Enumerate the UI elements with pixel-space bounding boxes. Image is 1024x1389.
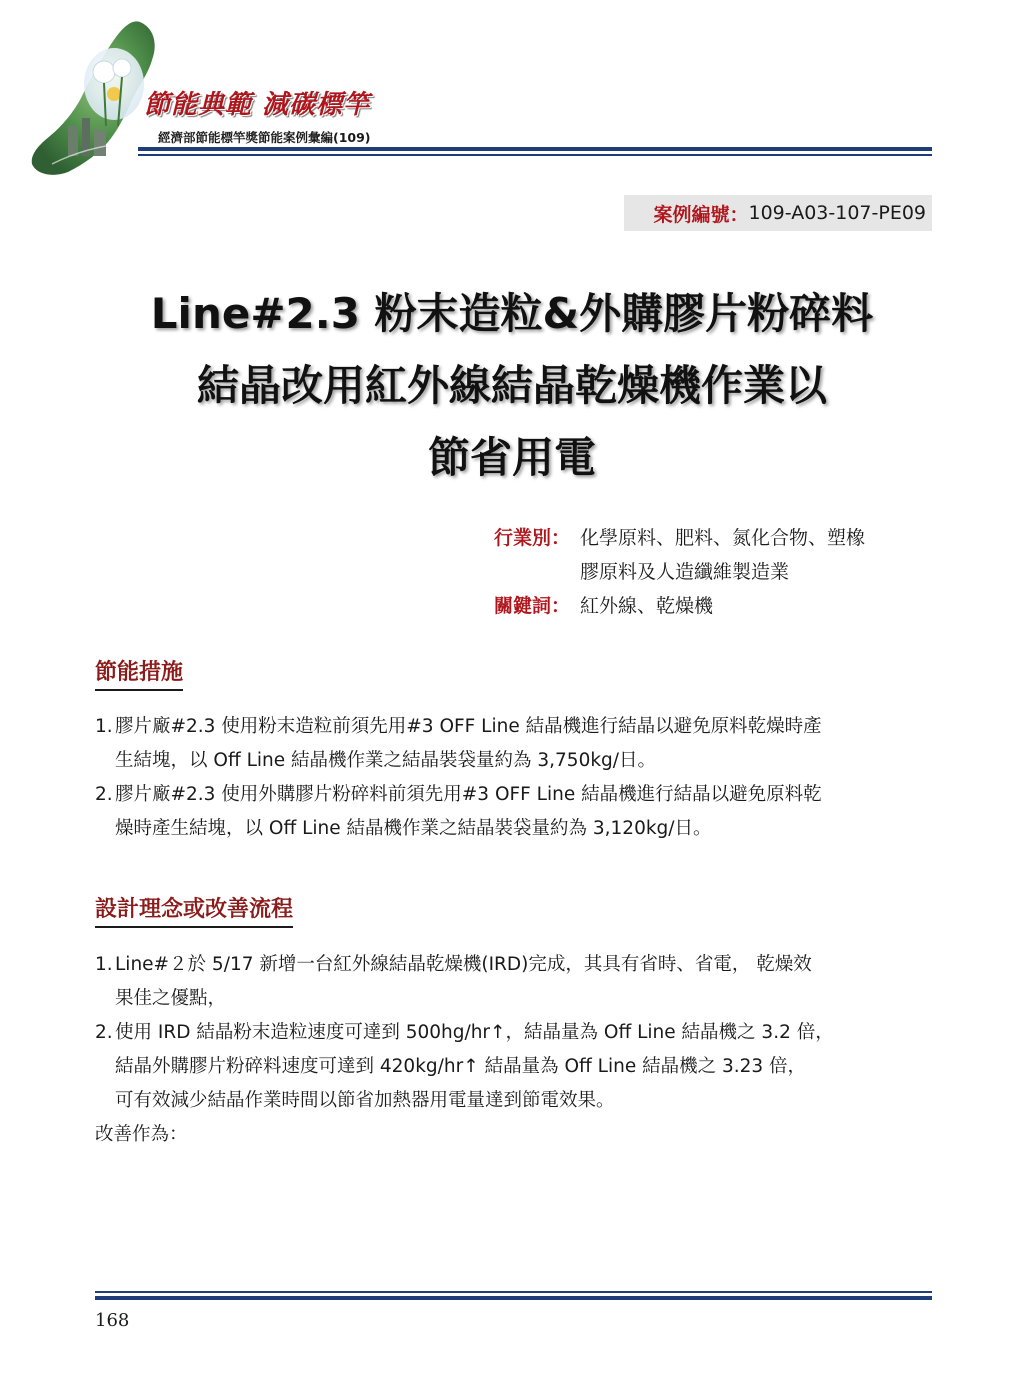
list-item	[95, 778, 945, 846]
list-item-text: 果佳之優點，	[115, 988, 227, 1009]
list-item	[95, 1016, 945, 1118]
header-rule	[138, 147, 932, 151]
footer-rule-thin	[95, 1291, 932, 1293]
case-number-box	[624, 195, 932, 231]
series-title: 節能典範 減碳標竿	[144, 90, 371, 120]
page-title-line: Line#2.3 粉末造粒&外購膠片粉碎料	[150, 289, 874, 338]
industry-value: 化學原料、肥料、氮化合物、塑橡	[580, 527, 866, 549]
keywords-row	[494, 589, 865, 623]
list-item-text: 燥時產生結塊，以 Off Line 結晶機作業之結晶裝袋量約為 3,120kg/日。	[115, 818, 712, 839]
list-item-text: Line#２於 5/17 新增一台紅外線結晶乾燥機(IRD)完成，其具有省時、省電， 乾燥效	[115, 954, 812, 975]
list-item-text: 可有效減少結晶作業時間以節省加熱器用電量達到節電效果。	[115, 1090, 615, 1111]
list-item-text: 使用 IRD 結晶粉末造粒速度可達到 500hg/hr↑，結晶量為 Off Line 結晶機之 3.2 倍，	[115, 1022, 834, 1043]
case-meta	[494, 521, 865, 623]
list-item-text: 結晶外購膠片粉碎料速度可達到 420kg/hr↑ 結晶量為 Off Line 結晶機之 3.23 倍，	[115, 1056, 807, 1077]
list-item	[95, 710, 945, 778]
list-item	[95, 948, 945, 1016]
industry-value-continued: 膠原料及人造纖維製造業	[580, 561, 790, 583]
design-list	[95, 948, 945, 1152]
list-item-number: 2.	[95, 784, 113, 805]
page-title-line: 結晶改用紅外線結晶乾燥機作業以	[196, 361, 827, 410]
page-number: 168	[95, 1310, 130, 1331]
industry-row-continued	[494, 555, 865, 589]
measures-list	[95, 710, 945, 846]
list-item-text: 膠片廠#2.3 使用粉末造粒前須先用#3 OFF Line 結晶機進行結晶以避免原料乾燥時產	[115, 716, 822, 737]
section-heading-measures: 節能措施	[95, 655, 183, 691]
case-number-label: 案例編號：	[653, 203, 749, 226]
improvement-actions-label: 改善作為：	[95, 1124, 188, 1145]
industry-label: 行業別：	[494, 527, 571, 549]
section-heading-design: 設計理念或改善流程	[95, 892, 293, 928]
page-title-line: 節省用電	[427, 433, 596, 482]
list-item-number: 1.	[95, 954, 113, 975]
keywords-value: 紅外線、乾燥機	[580, 595, 714, 617]
list-item-number: 1.	[95, 716, 113, 737]
industry-row	[494, 521, 865, 555]
list-item-text: 生結塊，以 Off Line 結晶機作業之結晶裝袋量約為 3,750kg/日。	[115, 750, 657, 771]
page-title	[62, 278, 962, 494]
list-item-text: 膠片廠#2.3 使用外購膠片粉碎料前須先用#3 OFF Line 結晶機進行結晶以避免原料乾	[115, 784, 822, 805]
case-number-value: 109-A03-107-PE09	[748, 202, 926, 224]
list-item-number: 2.	[95, 1022, 113, 1043]
footer-rule	[95, 1296, 932, 1300]
keywords-label: 關鍵詞：	[494, 595, 571, 617]
series-subtitle: 經濟部節能標竿獎節能案例彙編(109)	[158, 130, 371, 145]
header-rule-thin	[138, 154, 932, 156]
